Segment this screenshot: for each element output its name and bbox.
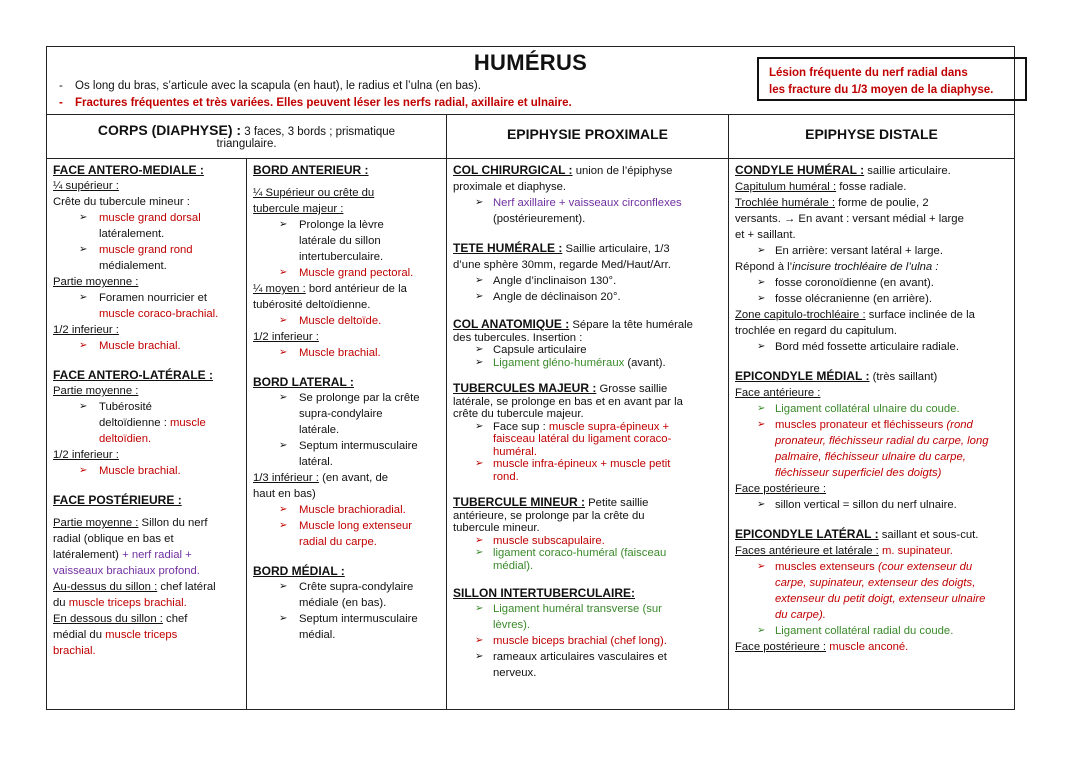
list-item [735, 559, 1010, 623]
paragraph [453, 240, 724, 273]
text-line: muscle infra-épineux + muscle petit [493, 458, 671, 470]
subsection-label: Trochlée humérale : [735, 197, 836, 209]
list-item: ➢ Angle de déclinaison 20°. [453, 289, 724, 305]
text-line: ¼ Supérieur ou crête du [253, 187, 375, 199]
subsection-label [253, 185, 442, 217]
text-line: latérale. [299, 424, 340, 436]
header-line-1-text: Os long du bras, s’articule avec la scapula (en haut), le radius et l’ulna (en bas). [75, 80, 481, 92]
text-line: saillie articulaire. [864, 165, 951, 177]
text-line: Répond à l’ [735, 261, 793, 273]
list-item [53, 242, 242, 274]
subsection-label: 1/3 inférieur : [253, 472, 319, 484]
list-item [53, 399, 242, 447]
text-line: médiale (en bas). [299, 597, 387, 609]
text-line: rond. [493, 470, 519, 483]
paragraph [453, 318, 724, 344]
text-line: deltoïdienne : [99, 417, 167, 429]
text-line: des tubercules. Insertion : [453, 331, 583, 344]
section-title: BORD ANTERIEUR : [253, 163, 369, 177]
subsection-label: 1/2 inferieur : [53, 324, 119, 336]
text-line: tubercule mineur. [453, 522, 540, 534]
ligament-label: Ligament gléno-huméraux [493, 356, 625, 369]
text-line: surface inclinée de la [865, 309, 975, 321]
list-item [453, 458, 724, 483]
alert-line-2: les fracture du 1/3 moyen de la diaphyse. [769, 84, 994, 96]
column-head-corps [47, 114, 447, 159]
list-item: ➢ Ligament collatéral ulnaire du coude. [735, 401, 1010, 417]
paragraph [453, 496, 724, 535]
section-title: TETE HUMÉRALE : [453, 241, 563, 255]
list-item [453, 547, 724, 572]
list-item [453, 601, 724, 633]
subsection-label: Face postérieure : [735, 641, 827, 653]
subsection-label: Face postérieure : [735, 483, 827, 495]
italic-text: pronateur, fléchisseur radial du carpe, long [775, 435, 989, 447]
section-title: COL CHIRURGICAL : [453, 163, 573, 177]
text-line: tubérosité deltoïdienne. [253, 299, 371, 311]
paragraph [53, 515, 242, 579]
paragraph [735, 526, 1010, 543]
corps-subtitle-2: triangulaire. [216, 138, 277, 150]
paragraph [53, 579, 242, 611]
list-item: ➢ Muscle brachial. [53, 338, 242, 354]
subsection-label: ¼ supérieur : [53, 180, 119, 192]
list-item [53, 210, 242, 242]
text-line: d’une sphère 30mm, regarde Med/Haut/Arr. [453, 259, 671, 271]
muscle-label: muscles extenseurs [775, 561, 875, 573]
paragraph [453, 382, 724, 421]
list-item: ➢ Capsule articulaire [453, 344, 724, 357]
alert-box [757, 57, 1027, 101]
text-line: saillant et sous-cut. [878, 529, 979, 541]
subsection-label: Capitulum huméral : [735, 181, 837, 193]
list-item: ➢ En arrière: versant latéral + large. [735, 243, 1010, 259]
muscle-label: muscle coraco-brachial. [99, 308, 219, 320]
text-line: Crête du tubercule mineur : [53, 196, 190, 208]
corps-subtitle-1: 3 faces, 3 bords ; prismatique [241, 126, 396, 138]
subsection-label: Partie moyenne : [53, 385, 139, 397]
list-item [253, 438, 442, 470]
italic-text: extenseur du petit doigt, extenseur ulnaire [775, 593, 986, 605]
text-line: médial). [493, 559, 534, 572]
text-line: Foramen nourricier et [99, 292, 207, 304]
column-head-epiphyse-distale: EPIPHYSE DISTALE [729, 114, 1014, 159]
column-epiphyse-distale [729, 159, 1014, 709]
paragraph [253, 470, 442, 502]
text-line: et + saillant. [735, 229, 796, 241]
section-title: FACE ANTERO-MEDIALE : [53, 163, 204, 177]
text-line: chef [162, 613, 188, 625]
list-item: ➢ fosse olécranienne (en arrière). [735, 291, 1010, 307]
list-item: ➢ Muscle brachial. [53, 463, 242, 479]
list-item [53, 290, 242, 322]
text-line: proximale et diaphyse. [453, 181, 567, 193]
section-title: FACE ANTERO-LATÉRALE : [53, 368, 213, 382]
nerve-label: vaisseaux brachiaux profond. [53, 565, 200, 577]
list-item: ➢ Bord méd fossette articulaire radiale. [735, 339, 1010, 355]
text-line: radial du carpe. [299, 536, 377, 548]
text-line: Face sup : [493, 420, 549, 433]
corps-title: CORPS (DIAPHYSE) : [97, 122, 242, 138]
list-item [453, 195, 724, 227]
column-bords [247, 159, 447, 709]
list-item: ➢ Muscle deltoïde. [253, 313, 442, 329]
text-line: médial. [299, 629, 336, 641]
text-line: trochlée en regard du capitulum. [735, 325, 898, 337]
list-item [253, 390, 442, 438]
text-line: Tubérosité [99, 401, 152, 413]
text-line: (postérieurement). [493, 213, 586, 225]
text-line: Se prolonge par la crête [299, 392, 420, 404]
subsection-label: Face antérieure : [735, 387, 821, 399]
section-title: BORD MÉDIAL : [253, 564, 345, 578]
muscle-label: muscle anconé. [826, 641, 909, 653]
list-item: ➢ muscle biceps brachial (chef long). [453, 633, 724, 649]
list-item: ➢ Ligament collatéral radial du coude. [735, 623, 1010, 639]
text-line: latérale du sillon [299, 235, 381, 247]
paragraph [253, 281, 442, 313]
text-line: bord antérieur de la [305, 283, 407, 295]
alert-line-1: Lésion fréquente du nerf radial dans [769, 67, 968, 79]
italic-text: du carpe). [775, 609, 826, 621]
text-line: supra-condylaire [299, 408, 383, 420]
text-line: latéralement) [53, 549, 123, 561]
list-item [253, 518, 442, 550]
paragraph [453, 162, 724, 195]
list-item [253, 611, 442, 643]
text-line: crête du tubercule majeur. [453, 408, 584, 420]
list-item: ➢ Muscle brachioradial. [253, 502, 442, 518]
text-line: latéral. [299, 456, 333, 468]
text-line: (avant). [624, 356, 666, 369]
muscle-label: deltoïdien. [99, 433, 152, 445]
subsection-label: Zone capitulo-trochléaire : [735, 309, 866, 321]
text-line: tubercule majeur : [253, 203, 344, 215]
list-item: ➢ fosse coronoïdienne (en avant). [735, 275, 1010, 291]
text-line: ligament coraco-huméral (faisceau [493, 547, 667, 559]
text-line: Septum intermusculaire [299, 613, 418, 625]
nerve-label: + nerf radial + [122, 549, 192, 561]
paragraph [735, 259, 1010, 275]
italic-text: fléchisseur superficiel des doigts) [775, 467, 942, 479]
list-item: ➢ Muscle brachial. [253, 345, 442, 361]
list-item: ➢ sillon vertical = sillon du nerf ulnaire. [735, 497, 1010, 513]
muscle-label: m. supinateur. [878, 545, 953, 557]
text-line: rameaux articulaires vasculaires et [493, 651, 667, 663]
muscle-label: huméral. [493, 445, 537, 458]
text-line: Prolonge la lèvre [299, 219, 384, 231]
muscle-label: muscle grand dorsal [99, 212, 201, 224]
paragraph [735, 639, 1010, 655]
text-line: antérieure, se prolonge par la crête du [453, 509, 645, 522]
section-title: EPICONDYLE LATÉRAL : [735, 527, 879, 541]
text-line: Grosse saillie [596, 383, 668, 395]
subsection-label: Au-dessus du sillon : [53, 581, 158, 593]
muscle-label: muscle triceps [105, 629, 178, 641]
text-line: du [53, 597, 69, 609]
text-line: médial du [53, 629, 106, 641]
text-line: (en avant, de [318, 472, 389, 484]
text-line: haut en bas) [253, 488, 316, 500]
text-line: nerveux. [493, 667, 537, 679]
paragraph [735, 543, 1010, 559]
list-item: ➢ muscle subscapulaire. [453, 535, 724, 548]
section-title: COL ANATOMIQUE : [453, 317, 570, 331]
subsection-label: Partie moyenne : [53, 517, 139, 529]
column-faces [47, 159, 247, 709]
subsection-label: ¼ moyen : [253, 283, 306, 295]
muscle-label: muscles pronateur et fléchisseurs [775, 419, 944, 431]
subsection-label: En dessous du sillon : [53, 613, 163, 625]
muscle-label: muscle grand rond [99, 244, 193, 256]
muscle-label: muscle triceps brachial. [68, 597, 187, 609]
text-line: Crête supra-condylaire [299, 581, 414, 593]
subsection-label: Faces antérieure et latérale : [735, 545, 879, 557]
text-line: fosse radiale. [836, 181, 907, 193]
text-line: Ligament huméral transverse (sur [493, 603, 662, 615]
text-line: médialement. [99, 260, 167, 272]
subsection-label: 1/2 inferieur : [253, 331, 319, 343]
muscle-label: muscle [169, 417, 206, 429]
text-line: Saillie articulaire, 1/3 [562, 243, 670, 255]
column-head-epiphysie-proximale: EPIPHYSIE PROXIMALE [447, 114, 729, 159]
section-title: FACE POSTÉRIEURE : [53, 493, 182, 507]
text-line: Muscle long extenseur [299, 520, 413, 532]
text-line: latérale, se prolonge en bas et en avant par la [453, 395, 683, 408]
section-title: TUBERCULES MAJEUR : [453, 381, 597, 395]
list-item [253, 579, 442, 611]
header-line-2-text: Fractures fréquentes et très variées. Elles peuvent léser les nerfs radial, axillaire et ulnaire. [75, 97, 572, 109]
paragraph [735, 307, 1010, 339]
italic-text: carpe, supinateur, extenseur des doigts, [775, 577, 976, 589]
paragraph [735, 195, 1010, 243]
header [47, 47, 1014, 115]
section-title: TUBERCULE MINEUR : [453, 495, 585, 509]
paragraph [735, 162, 1010, 179]
text-line: forme de poulie, 2 [835, 197, 929, 209]
italic-text: palmaire, fléchisseur ulnaire du carpe, [775, 451, 966, 463]
list-item [453, 421, 724, 459]
list-item [735, 417, 1010, 481]
page-title: HUMÉRUS [473, 50, 588, 75]
text-line: versants. → En avant : versant médial + large [735, 213, 964, 225]
header-line-1: - Os long du bras, s’articule avec la scapula (en haut), le radius et l’ulna (en bas). [59, 80, 481, 92]
list-item [253, 217, 442, 265]
text-line: union de l’épiphyse [572, 165, 673, 177]
list-item [453, 649, 724, 681]
text-line: Septum intermusculaire [299, 440, 418, 452]
text-line: Sillon du nerf [138, 517, 208, 529]
paragraph [53, 611, 242, 659]
nerve-label: Nerf axillaire + vaisseaux circonflexes [493, 197, 682, 209]
section-title: BORD LATERAL : [253, 375, 354, 389]
text-line: (très saillant) [869, 371, 938, 383]
muscle-label: muscle supra-épineux + [548, 420, 670, 433]
list-item [453, 357, 724, 370]
section-title: CONDYLE HUMÉRAL : [735, 163, 865, 177]
text-line: lèvres). [493, 619, 531, 631]
paragraph [735, 179, 1010, 195]
humerus-sheet [46, 46, 1015, 710]
italic-text: incisure trochléaire de l’ulna : [792, 261, 939, 273]
muscle-label: faisceau latéral du ligament coraco- [493, 433, 672, 445]
subsection-label: 1/2 inferieur : [53, 449, 119, 461]
subsection-label: Partie moyenne : [53, 276, 139, 288]
list-item: ➢ Angle d’inclinaison 130°. [453, 273, 724, 289]
italic-text: (cour extenseur du [874, 561, 973, 573]
text-line: Petite saillie [585, 497, 649, 509]
text-line: radial (oblique en bas et [53, 533, 174, 545]
header-line-2: - Fractures fréquentes et très variées. Elles peuvent léser les nerfs radial, axillaire et ulnaire. [59, 97, 572, 109]
column-epiphysie-proximale [447, 159, 729, 709]
text-line: latéralement. [99, 228, 165, 240]
text-line: intertuberculaire. [299, 251, 384, 263]
text-line: Sépare la tête humérale [569, 319, 693, 331]
italic-text: (rond [943, 419, 973, 431]
text-line: chef latéral [157, 581, 216, 593]
list-item: ➢ Muscle grand pectoral. [253, 265, 442, 281]
section-title: SILLON INTERTUBERCULAIRE: [453, 586, 635, 600]
section-title: EPICONDYLE MÉDIAL : [735, 369, 870, 383]
muscle-label: brachial. [53, 645, 96, 657]
paragraph [735, 368, 1010, 385]
